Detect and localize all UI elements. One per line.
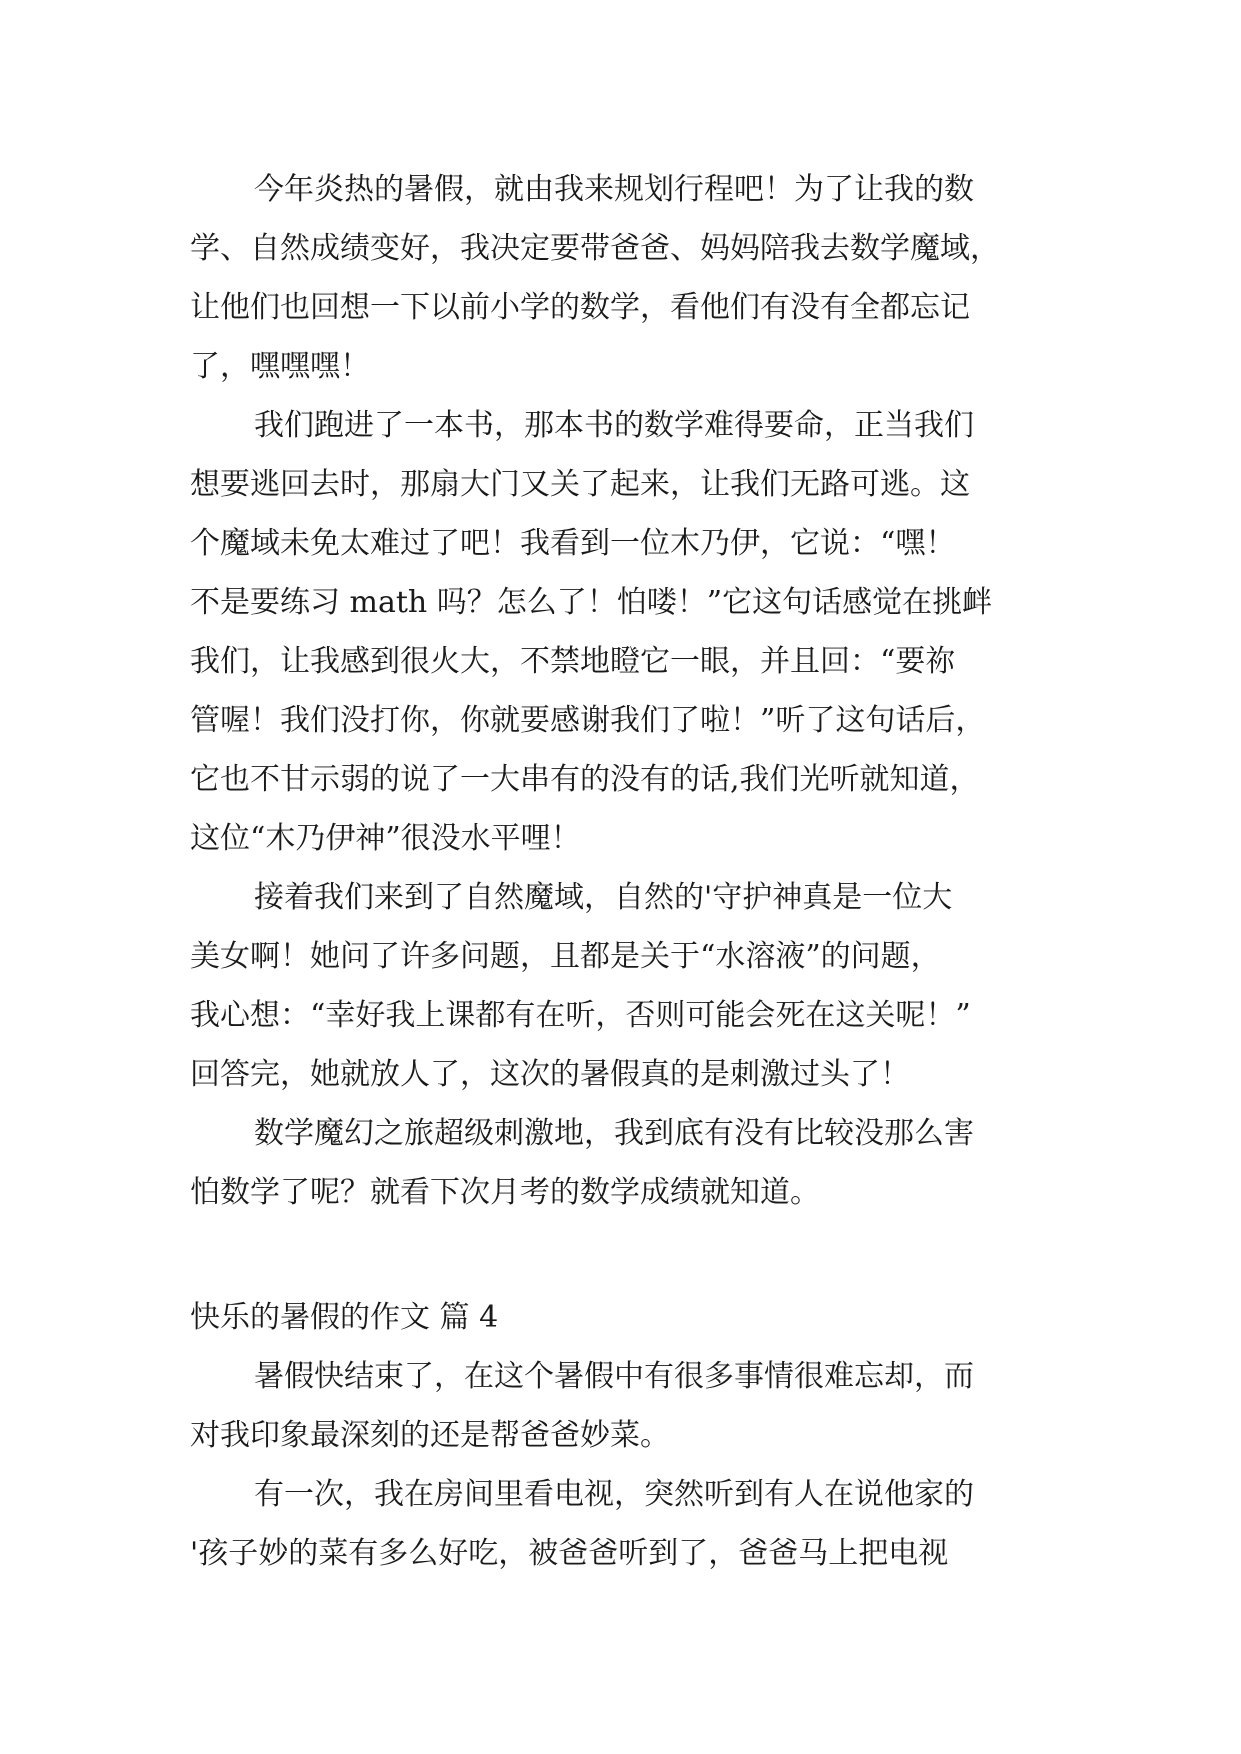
paragraph [190,1104,1070,1222]
paragraph [190,1465,1070,1583]
paragraph [190,160,1070,396]
text-line: 我们跑进了一本书，那本书的数学难得要命，正当我们 [254,408,974,443]
text-line: 它也不甘示弱的说了一大串有的没有的话,我们光听就知道， [190,762,980,797]
text-line: 想要逃回去时，那扇大门又关了起来，让我们无路可逃。这 [190,467,970,502]
text-line: '孩子妙的菜有多么好吃，被爸爸听到了，爸爸马上把电视 [190,1536,949,1571]
paragraph [190,1347,1070,1465]
text-line: 了，嘿嘿嘿！ [190,349,370,384]
text-line: 不是要练习 math 吗？怎么了！怕喽！”它这句话感觉在挑衅 [190,585,993,620]
text-line: 暑假快结束了，在这个暑假中有很多事情很难忘却，而 [254,1359,974,1394]
text-line: 怕数学了呢？就看下次月考的数学成绩就知道。 [190,1175,820,1210]
text-line: 对我印象最深刻的还是帮爸爸妙菜。 [190,1418,670,1453]
text-line: 我心想：“幸好我上课都有在听，否则可能会死在这关呢！” [190,998,971,1033]
text-line: 有一次，我在房间里看电视，突然听到有人在说他家的 [254,1477,974,1512]
text-line: 我们，让我感到很火大，不禁地瞪它一眼，并且回：“要祢 [190,644,956,679]
text-line: 回答完，她就放人了，这次的暑假真的是刺激过头了！ [190,1057,910,1092]
paragraph [190,868,1070,1104]
text-line: 让他们也回想一下以前小学的数学，看他们有没有全都忘记 [190,290,970,325]
text-line: 这位“木乃伊神”很没水平哩！ [190,821,581,856]
text-line: 个魔域未免太难过了吧！我看到一位木乃伊，它说：“嘿！ [190,526,956,561]
text-line: 学、自然成绩变好，我决定要带爸爸、妈妈陪我去数学魔域， [190,231,1000,266]
essay-body [190,160,1070,1583]
paragraph [190,396,1070,868]
text-line: 今年炎热的暑假，就由我来规划行程吧！为了让我的数 [254,172,974,207]
text-line: 管喔！我们没打你，你就要感谢我们了啦！”听了这句话后， [190,703,986,738]
section-spacer [190,1222,1070,1288]
section-heading: 快乐的暑假的作文 篇 4 [190,1300,499,1335]
text-line: 数学魔幻之旅超级刺激地，我到底有没有比较没那么害 [254,1116,974,1151]
text-line: 美女啊！她问了许多问题，且都是关于“水溶液”的问题， [190,939,941,974]
text-line: 接着我们来到了自然魔域，自然的'守护神真是一位大 [254,880,953,915]
